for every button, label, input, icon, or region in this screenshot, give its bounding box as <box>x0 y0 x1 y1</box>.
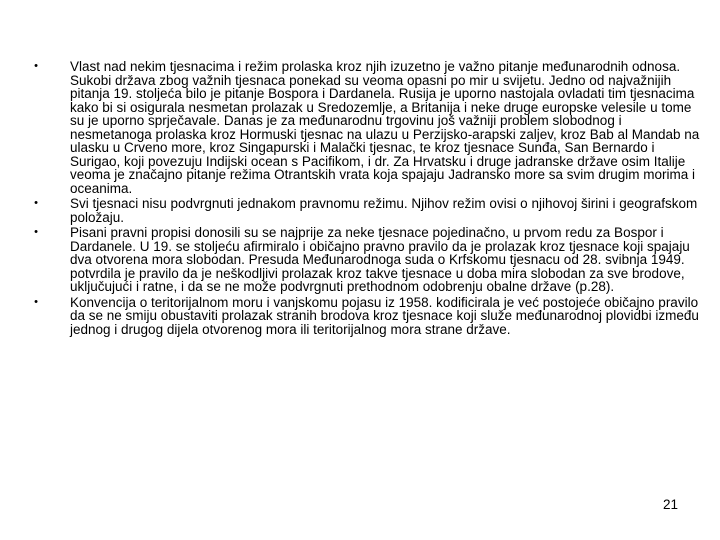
bullet-icon: • <box>34 197 38 209</box>
bullet-icon: • <box>34 226 38 238</box>
bullet-item-straits-importance <box>30 60 700 195</box>
bullet-list <box>30 60 700 338</box>
bullet-item-written-rules <box>30 226 700 294</box>
bullet-text: Konvencija o teritorijalnom moru i vanjskomu pojasu iz 1958. kodificirala je već postojeće običajno pravilo da se ne smiju obustaviti prolazak stranih brodova kroz tjesnace koji služe međunarodnoj plovidbi između jednog i drugog dijela otvorenog mora ili teritorijalnog mora strane države. <box>70 294 699 337</box>
bullet-text: Svi tjesnaci nisu podvrgnuti jednakom pravnomu režimu. Njihov režim ovisi o njihovoj širini i geografskom položaju. <box>70 196 698 225</box>
page-number: 21 <box>662 497 678 512</box>
bullet-item-legal-regime <box>30 197 700 224</box>
bullet-icon: • <box>34 60 38 72</box>
bullet-item-convention-1958 <box>30 296 700 337</box>
bullet-text: Pisani pravni propisi donosili su se najprije za neke tjesnace pojedinačno, u prvom redu za Bospor i Dardanele. U 19. se stoljeću afirmiralo i običajno pravno pravilo da je prolazak kroz tjesnace koji spajaju dva otvorena mora slobodan. Presuda Međunarodnoga suda o Krfskomu tjesnacu od 28. svibnja 1949. potvrdila je pravilo da je neškodljivi prolazak kroz takve tjesnace u doba mira slobodan za sve brodove, uključujući i ratne, i da se ne može podvrgnuti prethodnom odobrenju obalne države (p.28). <box>70 225 690 294</box>
bullet-text: Vlast nad nekim tjesnacima i režim prolaska kroz njih izuzetno je važno pitanje međunarodnih odnosa. Sukobi država zbog važnih tjesnaca ponekad su veoma opasni po mir u svijetu. Jedno od najvažnijih pitanja 19. stoljeća bilo je pitanje Bospora i Dardanela. Rusija je uporno nastojala ovladati tim tjesnacima kako bi si osigurala nesmetan prolazak u Sredozemlje, a Britanija i neke druge europske velesile u tome su je uporno sprječavale. Danas je za međunarodnu trgovinu još važniji problem slobodnog i nesmetanoga prolaska kroz Hormuski tjesnac na ulazu u Perzijsko-arapski zaljev, kroz Bab al Mandab na ulasku u Crveno more, kroz Singapurski i Malački tjesnac, te kroz tjesnace Sunđa, San Bernardo i Surigao, koji povezuju Indijski ocean s Pacifikom, i dr. Za Hrvatsku i druge jadranske države osim Italije veoma je značajno pitanje režima Otrantskih vrata koja spajaju Jadransko more sa svim drugim morima i oceanima. <box>70 59 700 196</box>
bullet-icon: • <box>34 295 38 308</box>
